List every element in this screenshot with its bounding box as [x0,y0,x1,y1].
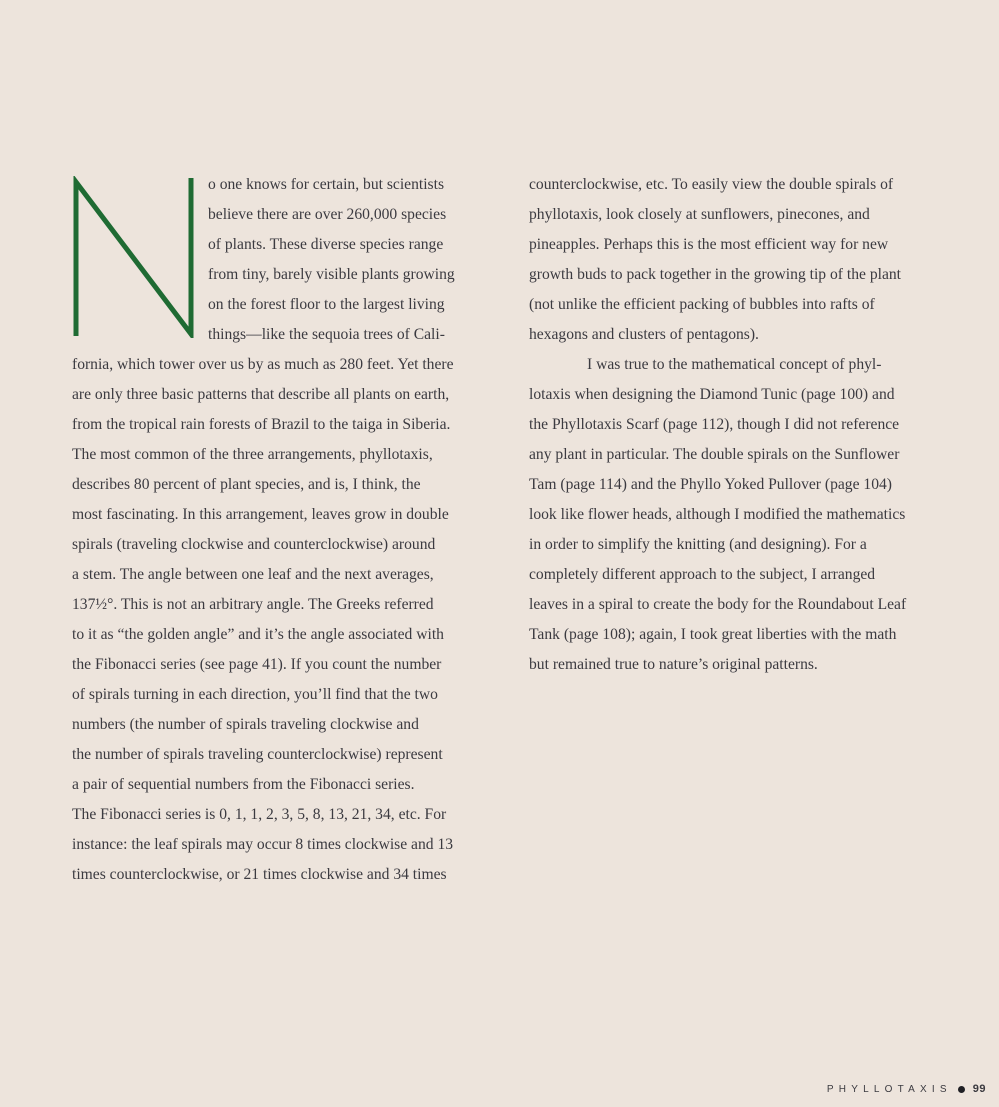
text-line: things—like the sequoia trees of Cali- [208,326,445,343]
text-line: counterclockwise, etc. To easily view the double spirals of [529,176,894,193]
left-text-column [72,170,482,890]
text-line: a pair of sequential numbers from the Fibonacci series. [72,776,415,793]
text-line: to it as “the golden angle” and it’s the angle associated with [72,626,444,643]
text-line: the Phyllotaxis Scarf (page 112), though I did not reference [529,416,900,433]
text-line: pineapples. Perhaps this is the most efficient way for new [529,236,889,253]
text-line: fornia, which tower over us by as much as 280 feet. Yet there [72,356,454,373]
text-line: The Fibonacci series is 0, 1, 1, 2, 3, 5, 8, 13, 21, 34, etc. For [72,806,447,823]
text-line: from the tropical rain forests of Brazil to the taiga in Siberia. [72,416,451,433]
text-line: numbers (the number of spirals traveling clockwise and [72,716,419,733]
text-line: describes 80 percent of plant species, and is, I think, the [72,476,421,493]
text-line: the number of spirals traveling counterclockwise) represent [72,746,443,763]
text-line: I was true to the mathematical concept of phyl- [587,356,882,373]
text-line: any plant in particular. The double spirals on the Sunflower [529,446,900,463]
text-line: 137½°. This is not an arbitrary angle. The Greeks referred [72,596,434,613]
text-line: most fascinating. In this arrangement, leaves grow in double [72,506,449,523]
text-line: The most common of the three arrangements, phyllotaxis, [72,446,433,463]
text-line: instance: the leaf spirals may occur 8 times clockwise and 13 [72,836,454,853]
text-line: (not unlike the efficient packing of bubbles into rafts of [529,296,875,313]
running-head: PHYLLOTAXIS [826,1083,952,1095]
text-line: the Fibonacci series (see page 41). If you count the number [72,656,442,673]
text-line: of plants. These diverse species range [208,236,444,253]
text-line: leaves in a spiral to create the body for the Roundabout Leaf [529,596,907,613]
text-line: completely different approach to the subject, I arranged [529,566,876,583]
text-line: o one knows for certain, but scientists [208,176,445,193]
text-line: lotaxis when designing the Diamond Tunic (page 100) and [529,386,895,403]
text-line: spirals (traveling clockwise and counterclockwise) around [72,536,436,553]
text-line: in order to simplify the knitting (and designing). For a [529,536,867,553]
text-line: on the forest floor to the largest living [208,296,445,313]
page-footer [827,1083,986,1095]
bullet-icon [958,1086,965,1093]
text-line: times counterclockwise, or 21 times clockwise and 34 times [72,866,447,883]
text-line: of spirals turning in each direction, you’ll find that the two [72,686,438,703]
text-line: believe there are over 260,000 species [208,206,447,223]
text-line: phyllotaxis, look closely at sunflowers, pinecones, and [529,206,870,223]
text-line: but remained true to nature’s original patterns. [529,656,818,673]
text-line: are only three basic patterns that describe all plants on earth, [72,386,450,403]
text-line: look like flower heads, although I modified the mathematics [529,506,906,523]
text-line: Tam (page 114) and the Phyllo Yoked Pullover (page 104) [529,476,892,493]
right-text-column [529,170,949,680]
page-number: 99 [972,1083,986,1095]
text-line: Tank (page 108); again, I took great liberties with the math [529,626,897,643]
text-line: growth buds to pack together in the growing tip of the plant [529,266,902,283]
text-line: hexagons and clusters of pentagons). [529,326,759,343]
text-line: from tiny, barely visible plants growing [208,266,455,283]
text-line: a stem. The angle between one leaf and the next averages, [72,566,434,583]
